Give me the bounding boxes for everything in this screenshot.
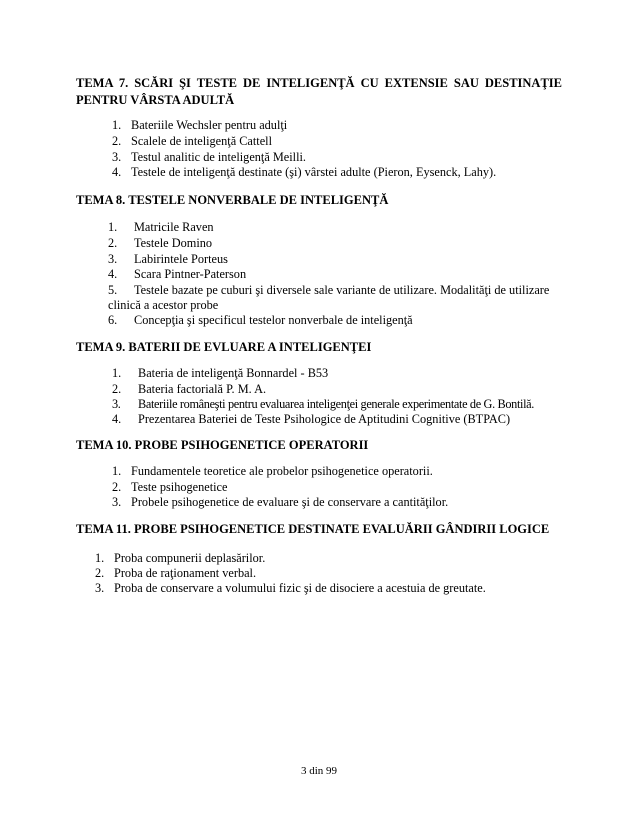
section-7-title: TEMA 7. SCĂRI ŞI TESTE DE INTELIGENŢĂ CU EXTENSIE SAU DESTINAŢIE PENTRU VÂRSTA ADULTĂ [76, 76, 562, 107]
section-8-title: TEMA 8. TESTELE NONVERBALE DE INTELIGENŢĂ [76, 193, 389, 207]
document-page: TEMA 7. SCĂRI ŞI TESTE DE INTELIGENŢĂ CU EXTENSIE SAU DESTINAŢIE PENTRU VÂRSTA ADULTĂ 1. Bateriile Wechsler pentru adulţi 2. Scalele de inteligenţă Cattell 3. Testul analitic de inteligenţă Meilli. 4. Testele de inteligenţă destinate (şi) vârstei adulte (Pieron, Eysenck, Lahy). TEMA 8. TESTELE NONVERBALE DE INTELIGENŢĂ 1. Matricile Raven 2. Testele Domino 3. Labirintele Porteus 4. Scara Pintner-Paterson 5. Testele bazate pe cuburi şi diversele sale variante de utilizare. Modalităţi de utilizare clinică a acestor probe 6. Concepţia şi specificul testelor nonverbale de inteligenţă TEMA 9. BATERII DE EVLUARE A INTELIGENŢEI 1. Bateria de inteligenţă Bonnardel - B53 2. Bateria factorială P. M. A. 3. Bateriile româneşti pentru evaluarea inteligenţei generale experimentate de G. Bontilă. 4. Prezentarea Bateriei de Teste Psihologice de Aptitudini Cognitive (BTPAC) TEMA 10. PROBE PSIHOGENETICE OPERATORII 1. Fundamentele teoretice ale probelor psihogenetice operatorii. 2. Teste psihogenetice 3. Probele psihogenetice de evaluare şi de conservare a cantităţilor. TEMA 11. PROBE PSIHOGENETICE DESTINATE EVALUĂRII GÂNDIRII LOGICE 1. Proba compunerii deplasărilor. 2. Proba de raţionament verbal. 3. Proba de conservare a volumului fizic şi de disociere a acestuia de greutate. 3 din 99 [0, 0, 638, 826]
section-10-title: TEMA 10. PROBE PSIHOGENETICE OPERATORII [76, 438, 369, 452]
page-number: 3 din 99 [300, 765, 338, 777]
section-11-title: TEMA 11. PROBE PSIHOGENETICE DESTINATE EVALUĂRII GÂNDIRII LOGICE [76, 522, 550, 536]
section-9-title: TEMA 9. BATERII DE EVLUARE A INTELIGENŢEI [76, 340, 372, 354]
